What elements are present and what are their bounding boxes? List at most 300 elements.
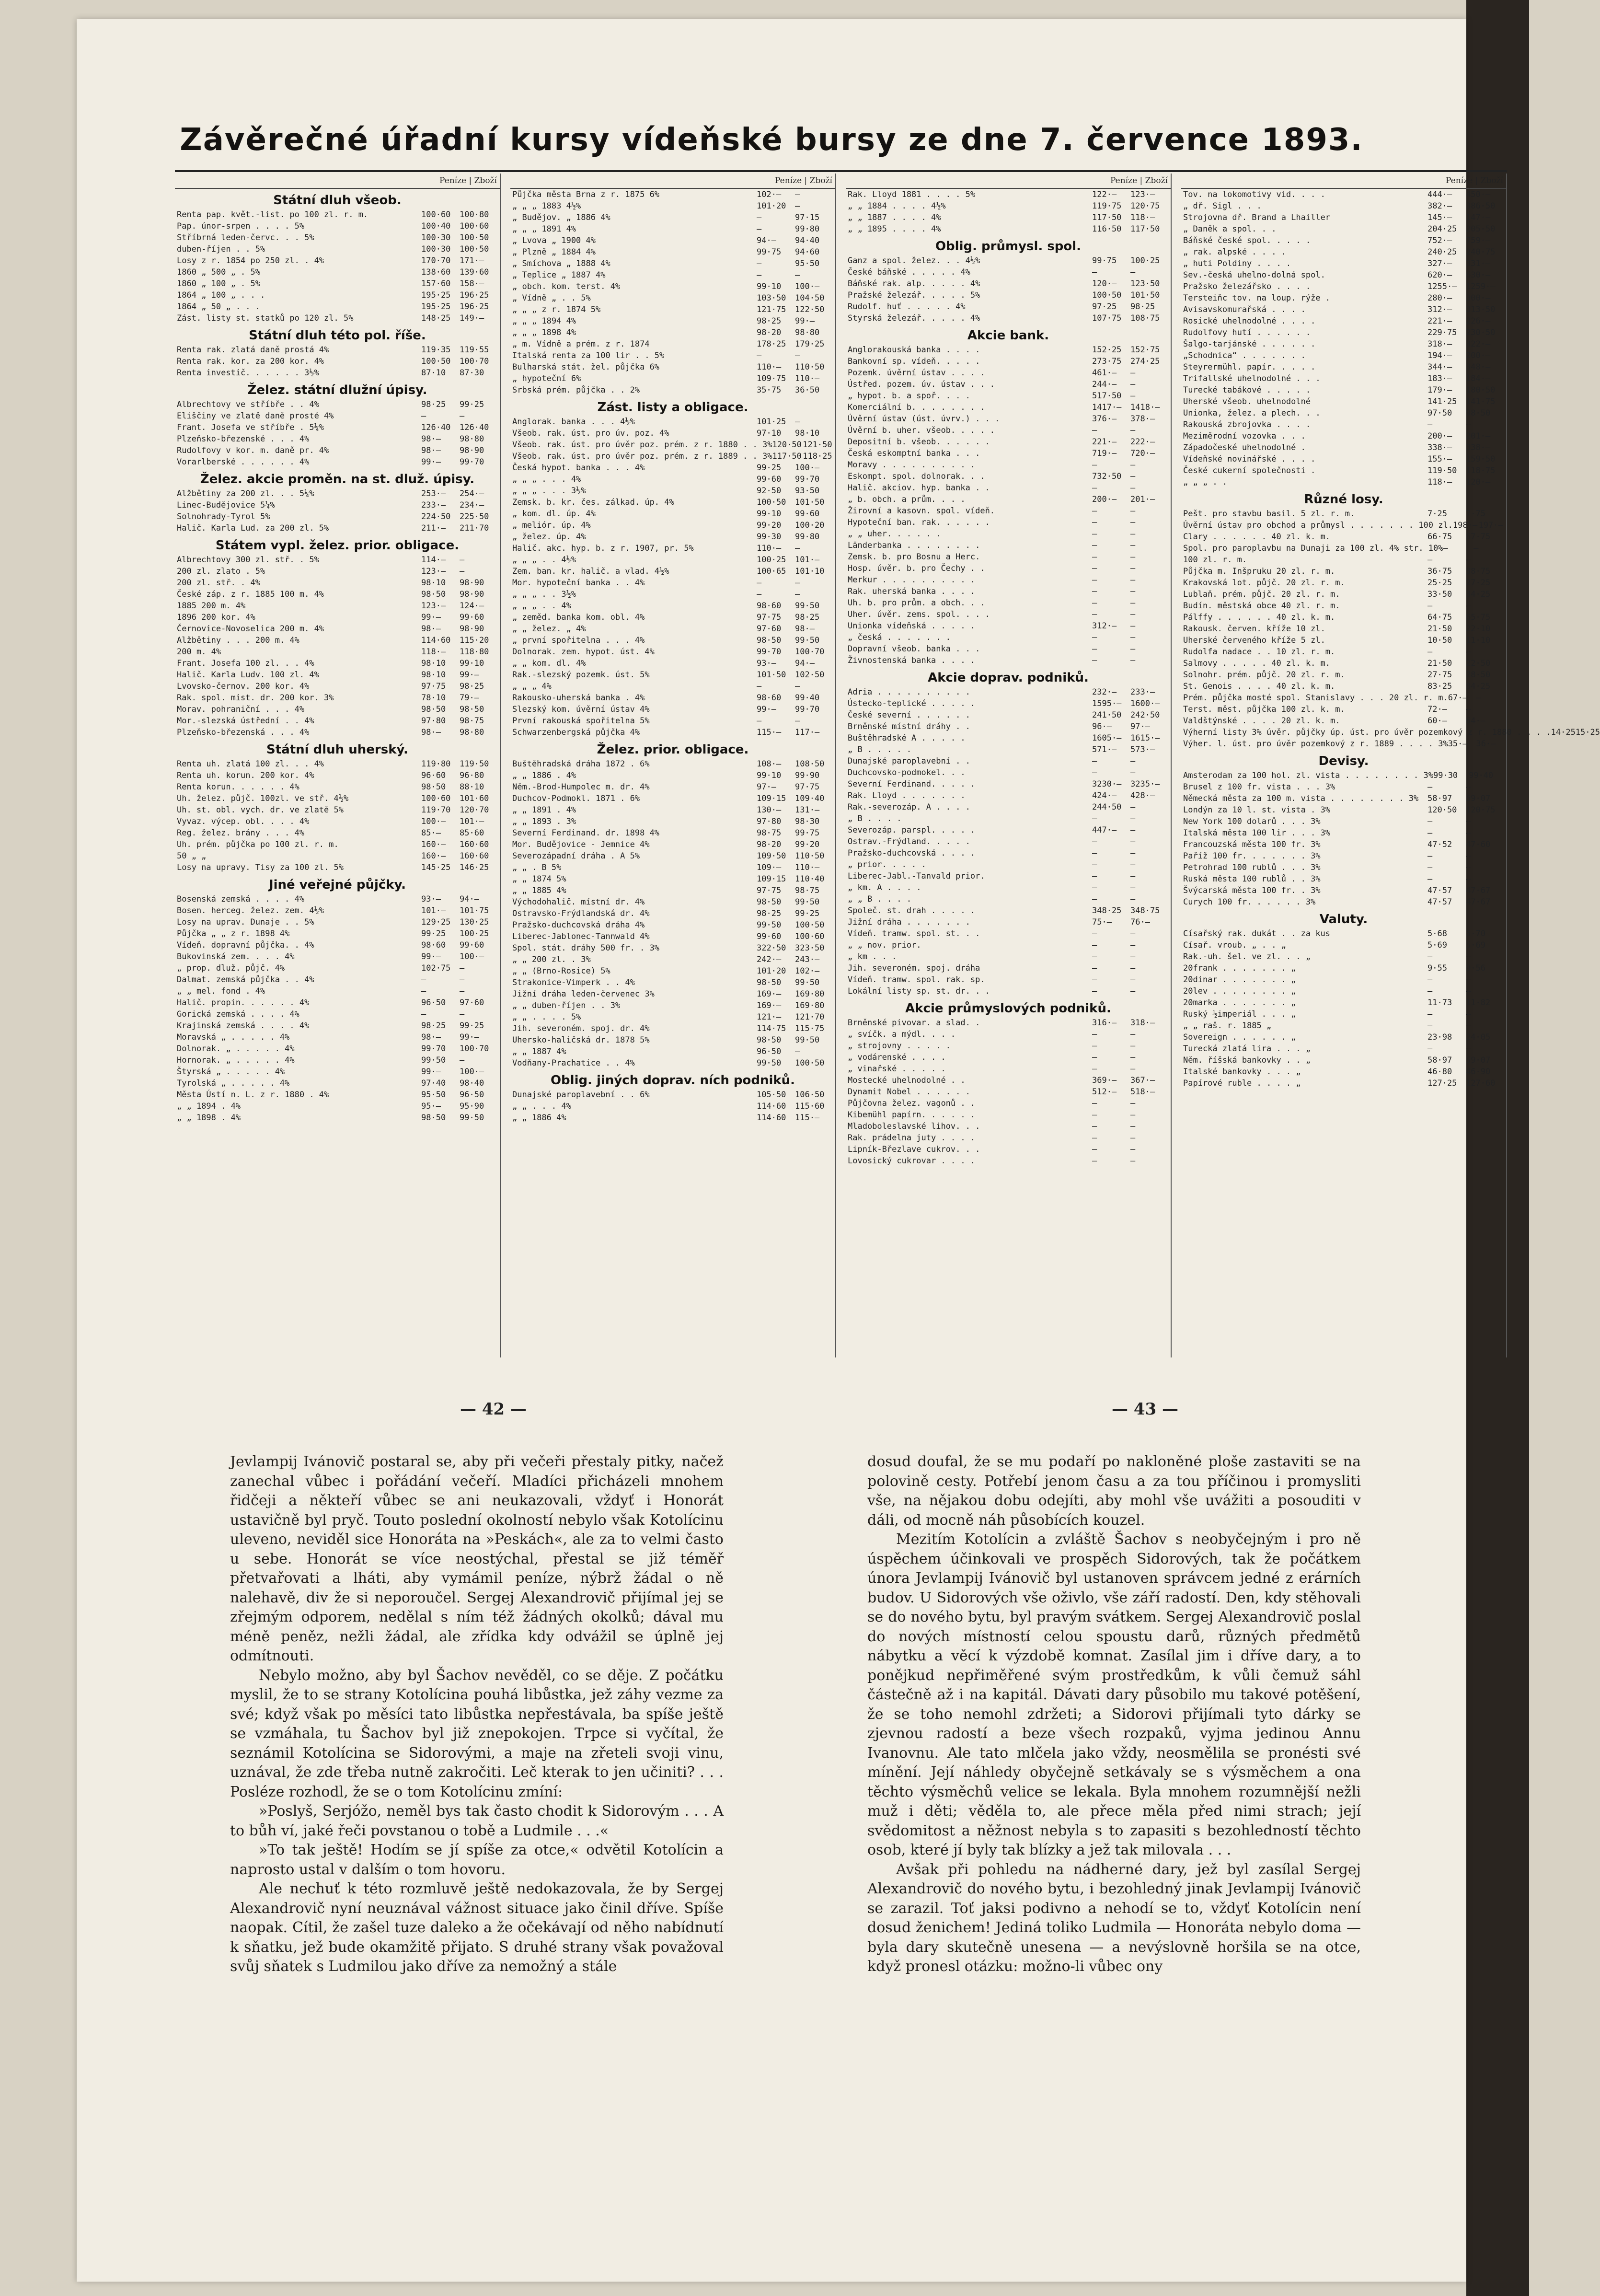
security-name: Pálffy . . . . . . 40 zl. k. m. <box>1183 613 1335 622</box>
price-ask: 84·25 <box>1466 682 1491 691</box>
quote-row <box>510 793 835 804</box>
security-name: Mladoboleslavské lihov. . . <box>848 1122 980 1131</box>
quote-row <box>846 790 1171 801</box>
price-bid: 99·10 <box>757 282 782 291</box>
quote-row <box>175 635 500 646</box>
quote-row <box>1181 885 1506 896</box>
price-bid: — <box>1092 1122 1097 1131</box>
quote-row <box>846 255 1171 267</box>
price-ask: 38·75 <box>1466 567 1491 576</box>
quote-row <box>510 669 835 681</box>
security-name: „ „ 1886 . 4% <box>512 771 576 780</box>
price-bid: — <box>1092 506 1097 516</box>
section-title: Želez. státní dlužní úpisy. <box>247 383 427 397</box>
price-ask: — <box>1130 564 1136 573</box>
price-bid: 376·— <box>1092 414 1117 424</box>
quote-row <box>510 338 835 350</box>
quote-row <box>175 410 500 422</box>
quote-row <box>510 223 835 235</box>
price-bid: 115·— <box>757 728 782 737</box>
price-ask: 7·75 <box>1466 509 1485 519</box>
price-ask: 99·90 <box>795 771 820 780</box>
price-ask: 97·15 <box>795 213 820 222</box>
price-ask: 100·70 <box>795 647 825 657</box>
price-ask: 3235·— <box>1130 779 1160 789</box>
price-bid: 732·50 <box>1092 472 1122 481</box>
price-bid: 100·40 <box>421 221 451 231</box>
price-ask: — <box>1130 460 1136 470</box>
security-name: Länderbanka . . . . . . . . <box>848 541 980 550</box>
price-bid: — <box>1092 975 1097 985</box>
price-ask: — <box>1466 1044 1471 1054</box>
security-name: Rak.-severozáp. A . . . . <box>848 802 970 812</box>
quote-row <box>510 361 835 373</box>
quote-row <box>1181 681 1506 692</box>
quote-row <box>1181 623 1506 635</box>
price-bid: 96·50 <box>757 1047 782 1056</box>
security-name: „ b. obch. a prům. . . . <box>848 495 966 504</box>
security-name: Rakousko-uherská banka . 4% <box>512 693 645 703</box>
price-ask: 428·— <box>1130 791 1155 800</box>
quote-row <box>846 939 1171 951</box>
price-bid: 98·— <box>421 624 441 634</box>
quote-row <box>846 1109 1171 1121</box>
price-ask: — <box>795 578 800 588</box>
security-name: Turecká zlatá lira . . . „ <box>1183 1044 1311 1054</box>
price-ask: 630·— <box>1466 270 1491 280</box>
price-bid: 198·— <box>1452 521 1478 530</box>
security-name: „ Lvova „ 1900 4% <box>512 236 596 245</box>
quote-row <box>175 278 500 290</box>
security-name: Clary . . . . . . 40 zl. k. m. <box>1183 532 1331 542</box>
price-bid: 316·— <box>1092 1018 1117 1028</box>
quote-row <box>846 813 1171 824</box>
price-bid: 719·— <box>1092 449 1117 458</box>
price-bid: 47·52 <box>1427 840 1452 849</box>
security-name: Zemsk. b. kr. čes. zálkad. úp. 4% <box>512 498 674 507</box>
price-bid: — <box>1427 601 1433 611</box>
price-ask: 99·20 <box>795 840 820 849</box>
security-name: Zást. listy st. statků po 120 zl. 5% <box>177 313 354 323</box>
price-ask: 149·— <box>460 313 484 323</box>
price-ask: — <box>1130 426 1136 435</box>
security-name: „ Daněk a spol. . . <box>1183 224 1277 234</box>
price-ask: — <box>1466 952 1471 962</box>
security-name: Vorarlberské . . . . . . 4% <box>177 457 310 467</box>
quote-row <box>510 439 835 451</box>
price-bid: 126·40 <box>421 423 451 432</box>
quote-row <box>510 612 835 623</box>
price-ask: — <box>1130 621 1136 631</box>
price-bid: 114·60 <box>421 636 451 645</box>
price-ask: — <box>795 1047 800 1056</box>
price-bid: 98·60 <box>757 601 782 611</box>
quote-row <box>846 1040 1171 1052</box>
security-name: Uhersko-haličská dr. 1878 5% <box>512 1035 650 1045</box>
price-bid: — <box>421 1009 426 1019</box>
price-ask: 197·— <box>1478 521 1503 530</box>
price-bid: 170·70 <box>421 256 451 266</box>
quote-row <box>510 770 835 781</box>
quote-row <box>510 977 835 988</box>
quote-row <box>510 212 835 223</box>
security-name: Báňské rak. alp. . . . . 4% <box>848 279 980 289</box>
quote-row <box>1181 951 1506 962</box>
quote-row <box>175 658 500 669</box>
price-ask: 99·60 <box>460 613 484 622</box>
quote-row <box>175 646 500 658</box>
security-name: Halič. Karla Ludv. 100 zl. 4% <box>177 670 319 680</box>
security-name: 20dinar . . . . . . . „ <box>1183 975 1296 985</box>
quote-row <box>846 632 1171 643</box>
price-bid: — <box>1092 518 1097 527</box>
security-name: 1864 „ 50 „ . . . <box>177 302 260 312</box>
price-ask: 100·50 <box>795 920 825 930</box>
newspaper-page <box>77 19 1600 2282</box>
section-title: Různé losy. <box>1304 492 1383 507</box>
security-name: Pražsko-duchcovská dráha 4% <box>512 920 645 930</box>
security-name: Něm.-Brod-Humpolec m. dr. 4% <box>512 782 650 792</box>
security-name: „ „ 1887 . . . . 4% <box>848 213 941 222</box>
price-bid: — <box>1092 564 1097 573</box>
price-ask: — <box>1130 814 1136 823</box>
security-name: Německá města za 100 m. vista . . . . . . . . 3% <box>1183 794 1419 803</box>
security-name: Rudolfovy hutí . . . . . . <box>1183 328 1311 337</box>
price-ask: 118·— <box>1130 213 1155 222</box>
quote-row <box>510 600 835 612</box>
price-ask: 99·40 <box>1468 771 1494 780</box>
security-name: Štyrská „ . . . . . 4% <box>177 1067 285 1077</box>
quote-row <box>1181 189 1506 200</box>
quote-row <box>1181 223 1506 235</box>
price-ask: 300·— <box>1466 293 1491 303</box>
security-name: Halič. propin. . . . . . 4% <box>177 998 310 1008</box>
price-bid: 119·70 <box>421 805 451 815</box>
security-name: Valdštýnské . . . . 20 zl. k. m. <box>1183 716 1340 726</box>
security-name: Rakousk. červen. kříže 10 zl. <box>1183 624 1325 634</box>
price-bid: 280·— <box>1427 293 1452 303</box>
quote-row <box>175 986 500 997</box>
price-bid: 122·— <box>1092 190 1117 199</box>
quote-row <box>510 804 835 816</box>
price-bid: 129·25 <box>421 917 451 927</box>
price-bid: 100·— <box>421 817 446 826</box>
price-bid: 99·75 <box>1092 256 1117 266</box>
security-name: Styrská železář. . . . . 4% <box>848 313 980 323</box>
price-bid: 119·35 <box>421 345 451 355</box>
security-name: Italské bankovky . . . „ <box>1183 1067 1301 1077</box>
price-bid: 110·— <box>757 544 782 553</box>
price-ask: 123·50 <box>1130 279 1160 289</box>
security-name: Uh. prém. půjčka po 100 zl. r. m. <box>177 840 339 849</box>
security-name: „ „ 1898 . 4% <box>177 1113 241 1123</box>
quote-row <box>175 692 500 704</box>
price-bid: 98·10 <box>421 659 446 668</box>
price-ask: — <box>795 716 800 726</box>
security-name: Renta pap. květ.-list. po 100 zl. r. m. <box>177 210 368 220</box>
quote-row <box>846 267 1171 278</box>
price-ask: — <box>1130 929 1136 939</box>
price-ask: 98·10 <box>795 429 820 438</box>
security-name: Dynamit Nobel . . . . . . <box>848 1087 970 1097</box>
quote-row <box>510 954 835 965</box>
price-bid: — <box>1092 1145 1097 1154</box>
price-ask: 102·— <box>795 966 820 976</box>
section-title: Akcie průmyslových podniků. <box>905 1001 1111 1016</box>
security-name: Trifallské uhelnodolné . . . <box>1183 374 1321 383</box>
quote-row <box>846 482 1171 494</box>
section-title: Želez. prior. obligace. <box>597 742 749 757</box>
security-name: České báňské . . . . . 4% <box>848 267 970 277</box>
security-name: Duchcov-Podmokl. 1871 . 6% <box>512 794 640 803</box>
security-name: „ „ kom. dl. 4% <box>512 659 586 668</box>
quote-row <box>510 715 835 727</box>
headline-rule <box>175 170 1507 172</box>
price-ask: — <box>1130 952 1136 962</box>
security-name: Všeob. rak. úst. pro úv. poz. 4% <box>512 429 669 438</box>
security-name: „ meliór. úp. 4% <box>512 521 591 530</box>
price-ask: 100·60 <box>460 221 489 231</box>
quote-row <box>846 986 1171 997</box>
quote-row <box>510 373 835 384</box>
price-ask: 94·— <box>795 659 815 668</box>
price-ask: 101·— <box>460 817 484 826</box>
security-name: Stříbrná leden-červc. . . 5% <box>177 233 314 243</box>
price-ask: 230·50 <box>1466 328 1496 337</box>
price-ask: — <box>1130 587 1136 596</box>
quote-column <box>175 174 501 1357</box>
price-bid: — <box>1092 871 1097 881</box>
price-ask: 79·— <box>460 693 479 703</box>
price-ask: — <box>1130 986 1136 996</box>
quote-row <box>846 951 1171 962</box>
quote-row <box>175 704 500 715</box>
quote-row <box>175 499 500 511</box>
price-bid: — <box>1092 860 1097 870</box>
price-ask: 100·— <box>460 1067 484 1077</box>
quote-row <box>1181 715 1506 727</box>
security-name: Všeob. rak. úst. pro úvěr poz. prém. z r. 1889 . . 3% <box>512 452 772 461</box>
price-ask: — <box>1130 975 1136 985</box>
security-name: „ „ „ 1891 4% <box>512 224 576 234</box>
quote-row <box>846 893 1171 905</box>
security-name: Ostravsko-Frýdlandská dr. 4% <box>512 909 650 918</box>
quote-row <box>846 928 1171 939</box>
price-ask: 87·30 <box>460 368 484 378</box>
price-bid: 120·— <box>1092 279 1117 289</box>
security-name: „ „ 1887 4% <box>512 1047 566 1056</box>
quote-row <box>846 1029 1171 1040</box>
security-name: Moravy . . . . . . . . . . <box>848 460 976 470</box>
security-name: „ svíčk. a mýdl. . . . <box>848 1030 956 1039</box>
price-bid: 96·60 <box>421 771 446 780</box>
security-name: Bankovní sp. vídeň. . . . . <box>848 357 980 366</box>
security-name: „ „ „ 1883 4½% <box>512 201 581 211</box>
quote-row <box>1181 465 1506 476</box>
price-bid: 67·— <box>1448 693 1468 703</box>
price-bid: — <box>1427 420 1433 429</box>
price-bid: 178·25 <box>757 339 786 349</box>
price-bid: 138·60 <box>421 267 451 277</box>
security-name: Halič. akc. hyp. b. z r. 1907, pr. 5% <box>512 544 694 553</box>
quote-row <box>510 816 835 827</box>
security-name: „ Smíchova „ 1888 4% <box>512 259 610 268</box>
price-ask: 109·40 <box>795 794 825 803</box>
price-bid: 99·— <box>421 613 441 622</box>
quote-row <box>175 344 500 356</box>
price-bid: 101·50 <box>757 670 786 680</box>
price-bid: — <box>757 716 762 726</box>
price-bid: 204·25 <box>1427 224 1457 234</box>
security-name: 20frank . . . . . . . „ <box>1183 963 1296 973</box>
price-bid: 240·25 <box>1427 247 1457 257</box>
security-name: Strakonice-Vimperk . . 4% <box>512 978 635 987</box>
price-ask: 9·56 <box>1466 963 1485 973</box>
price-bid: — <box>1427 647 1433 657</box>
price-bid: 327·— <box>1427 259 1452 268</box>
security-name: Rosické uhelnodolné . . . . <box>1183 316 1316 326</box>
security-name: Uherské červeného kříže 5 zl. <box>1183 636 1325 645</box>
price-ask: 180·50 <box>1466 385 1496 395</box>
price-bid: 23·98 <box>1427 1032 1452 1042</box>
quote-row <box>846 448 1171 459</box>
security-name: „ „ „ . . 3½% <box>512 590 576 599</box>
quote-row <box>846 882 1171 893</box>
price-ask: 117·50 <box>1130 224 1160 234</box>
quote-row <box>846 609 1171 620</box>
price-bid: 58·97 <box>1427 794 1452 803</box>
price-ask: 47·67 <box>1466 897 1491 907</box>
article-paragraph: Mezitím Kotolícin a zvláště Šachov s neobyčejným i pro ně úspěchem účinkovali ve prospěch Sidorových, tak že počátkem února Jevlampij Ivánovič byl ustanoven správcem jedné z erárních budov. U Sidorových vše oživlo, vše září radostí. Den, kdy stěhovali se do nového bytu, byl pravým svátkem. Sergej Alexandrovič poslal do nových místností celou spoustu darů, různých předmětů nábytku a věcí k výzdobě komnat. Zasílal jim i dříve dary, a to ponějkud nepřiměřené svým prostředkům, k vůli čemuž sáhl částečně až i na kapitál. Dávati dary působilo mu takové potěšení, že se toho nemohl zdržeti; a Sidorovi přijímali tyto dárky se zjevnou radostí a beze všech rozpaků, vyjma jedinou Annu Ivanovnu. Ale tato mlčela jako vždy, neosmělila se pronésti své mínění. Její náhledy obyčejně setkávaly se s výsměchem a ona těchto výsměchů velice se lekala. Byla mnohem rozumnější nežli muž i děti; věděla to, ale přece měla před nimi strach; její svědomitost a něžnost nebyla s to zapasiti s bezohledností těchto osob, které jí byly tak blízky a jež tak milovala . . . <box>867 1531 1361 1858</box>
quote-row <box>510 727 835 738</box>
quote-row <box>1181 635 1506 646</box>
price-bid: 103·50 <box>757 293 786 303</box>
price-ask: 115·60 <box>795 1102 825 1111</box>
price-bid: 99·60 <box>757 932 782 941</box>
quote-row <box>1181 350 1506 361</box>
quote-row <box>175 422 500 433</box>
price-bid: 244·50 <box>1092 802 1122 812</box>
price-bid: 114·75 <box>757 1024 786 1033</box>
section-title: Valuty. <box>1319 912 1368 927</box>
price-bid: 97·25 <box>1092 302 1117 312</box>
section-title: Státní dluh všeob. <box>273 193 402 208</box>
security-name: Mor.-slezská ústřední . . 4% <box>177 716 314 726</box>
quote-row <box>510 200 835 212</box>
quote-row <box>1181 338 1506 350</box>
price-ask: 93·50 <box>795 486 820 496</box>
quote-row <box>846 1052 1171 1063</box>
price-bid: 98·50 <box>421 590 446 599</box>
quote-row <box>846 551 1171 563</box>
price-ask: 222·— <box>1130 437 1155 447</box>
price-ask: 94·60 <box>795 247 820 257</box>
price-ask: 233·— <box>1130 687 1155 697</box>
quote-row <box>1181 1043 1506 1055</box>
price-bid: 35·— <box>1448 739 1468 749</box>
quote-row <box>846 402 1171 413</box>
price-ask: — <box>795 417 800 427</box>
security-name: Renta rak. zlatá daně prostá 4% <box>177 345 329 355</box>
price-ask: 99·50 <box>795 897 820 907</box>
price-bid: 119·50 <box>1427 466 1457 475</box>
quote-row <box>846 801 1171 813</box>
price-bid: — <box>1092 541 1097 550</box>
price-ask: 99·50 <box>460 1113 484 1123</box>
price-bid: 273·75 <box>1092 357 1122 366</box>
price-bid: 99·25 <box>757 463 782 473</box>
price-ask: 98·80 <box>460 434 484 444</box>
security-name: „ „ „ 4% <box>512 682 552 691</box>
price-bid: — <box>1427 851 1433 861</box>
security-name: Pražské železář. . . . . 5% <box>848 290 980 300</box>
price-ask: 96·80 <box>460 771 484 780</box>
price-ask: — <box>795 682 800 691</box>
quote-row <box>846 1132 1171 1144</box>
security-name: Petrohrad 100 rublů . . . 3% <box>1183 863 1321 872</box>
quote-row <box>175 554 500 566</box>
quote-row <box>510 189 835 200</box>
price-ask: 124·— <box>460 601 484 611</box>
section-title: Oblig. průmysl. spol. <box>935 239 1082 254</box>
quote-row <box>510 862 835 873</box>
price-bid: 229·75 <box>1427 328 1457 337</box>
security-name: Rak. prádelna juty . . . . <box>848 1133 976 1143</box>
security-name: „ „ 1893 . 3% <box>512 817 576 826</box>
price-bid: 108·— <box>757 759 782 769</box>
price-ask: 121·70 <box>795 1012 825 1022</box>
price-ask: 98·— <box>795 624 815 634</box>
security-name: Depositní b. všeob. . . . . . <box>848 437 990 447</box>
price-bid: 110·— <box>757 362 782 372</box>
security-name: „ km. A . . . . <box>848 883 921 893</box>
price-ask: 120·75 <box>1466 805 1496 815</box>
quote-row <box>510 577 835 589</box>
quote-row <box>846 413 1171 425</box>
price-ask: 348·— <box>1466 362 1491 372</box>
security-name: „ „ mel. fond . 4% <box>177 986 265 996</box>
price-ask: — <box>1130 1145 1136 1154</box>
quote-row <box>510 839 835 850</box>
quote-row <box>510 623 835 635</box>
security-name: Lublaň. prém. půjč. 20 zl. r. m. <box>1183 590 1340 599</box>
price-bid: — <box>1092 1156 1097 1166</box>
price-ask: 100·25 <box>1130 256 1160 266</box>
quote-row <box>1181 407 1506 419</box>
security-name: „ „ 1885 4% <box>512 886 566 895</box>
quote-row <box>510 908 835 919</box>
security-name: Rak. spol. mist. dr. 200 kor. 3% <box>177 693 334 703</box>
quote-row <box>846 721 1171 732</box>
security-name: 50 „ „ <box>177 851 207 861</box>
price-ask: — <box>1130 644 1136 654</box>
price-bid: 221·— <box>1092 437 1117 447</box>
security-name: Unionka vídeňská . . . . . <box>848 621 976 631</box>
price-ask: 98·25 <box>460 682 484 691</box>
security-name: Solnohr. prém. půjč. 20 zl. r. m. <box>1183 670 1345 680</box>
price-ask: 115·75 <box>795 1024 825 1033</box>
price-ask: 169·80 <box>795 1001 825 1010</box>
price-bid: 424·— <box>1092 791 1117 800</box>
security-name: Reg. želez. brány . . . 4% <box>177 828 305 838</box>
quote-row <box>1181 269 1506 281</box>
price-bid: 33·50 <box>1427 590 1452 599</box>
quote-row <box>846 471 1171 482</box>
quote-row <box>1181 396 1506 407</box>
price-ask: — <box>1466 601 1471 611</box>
quote-row <box>510 681 835 692</box>
price-bid: — <box>1092 1099 1097 1108</box>
